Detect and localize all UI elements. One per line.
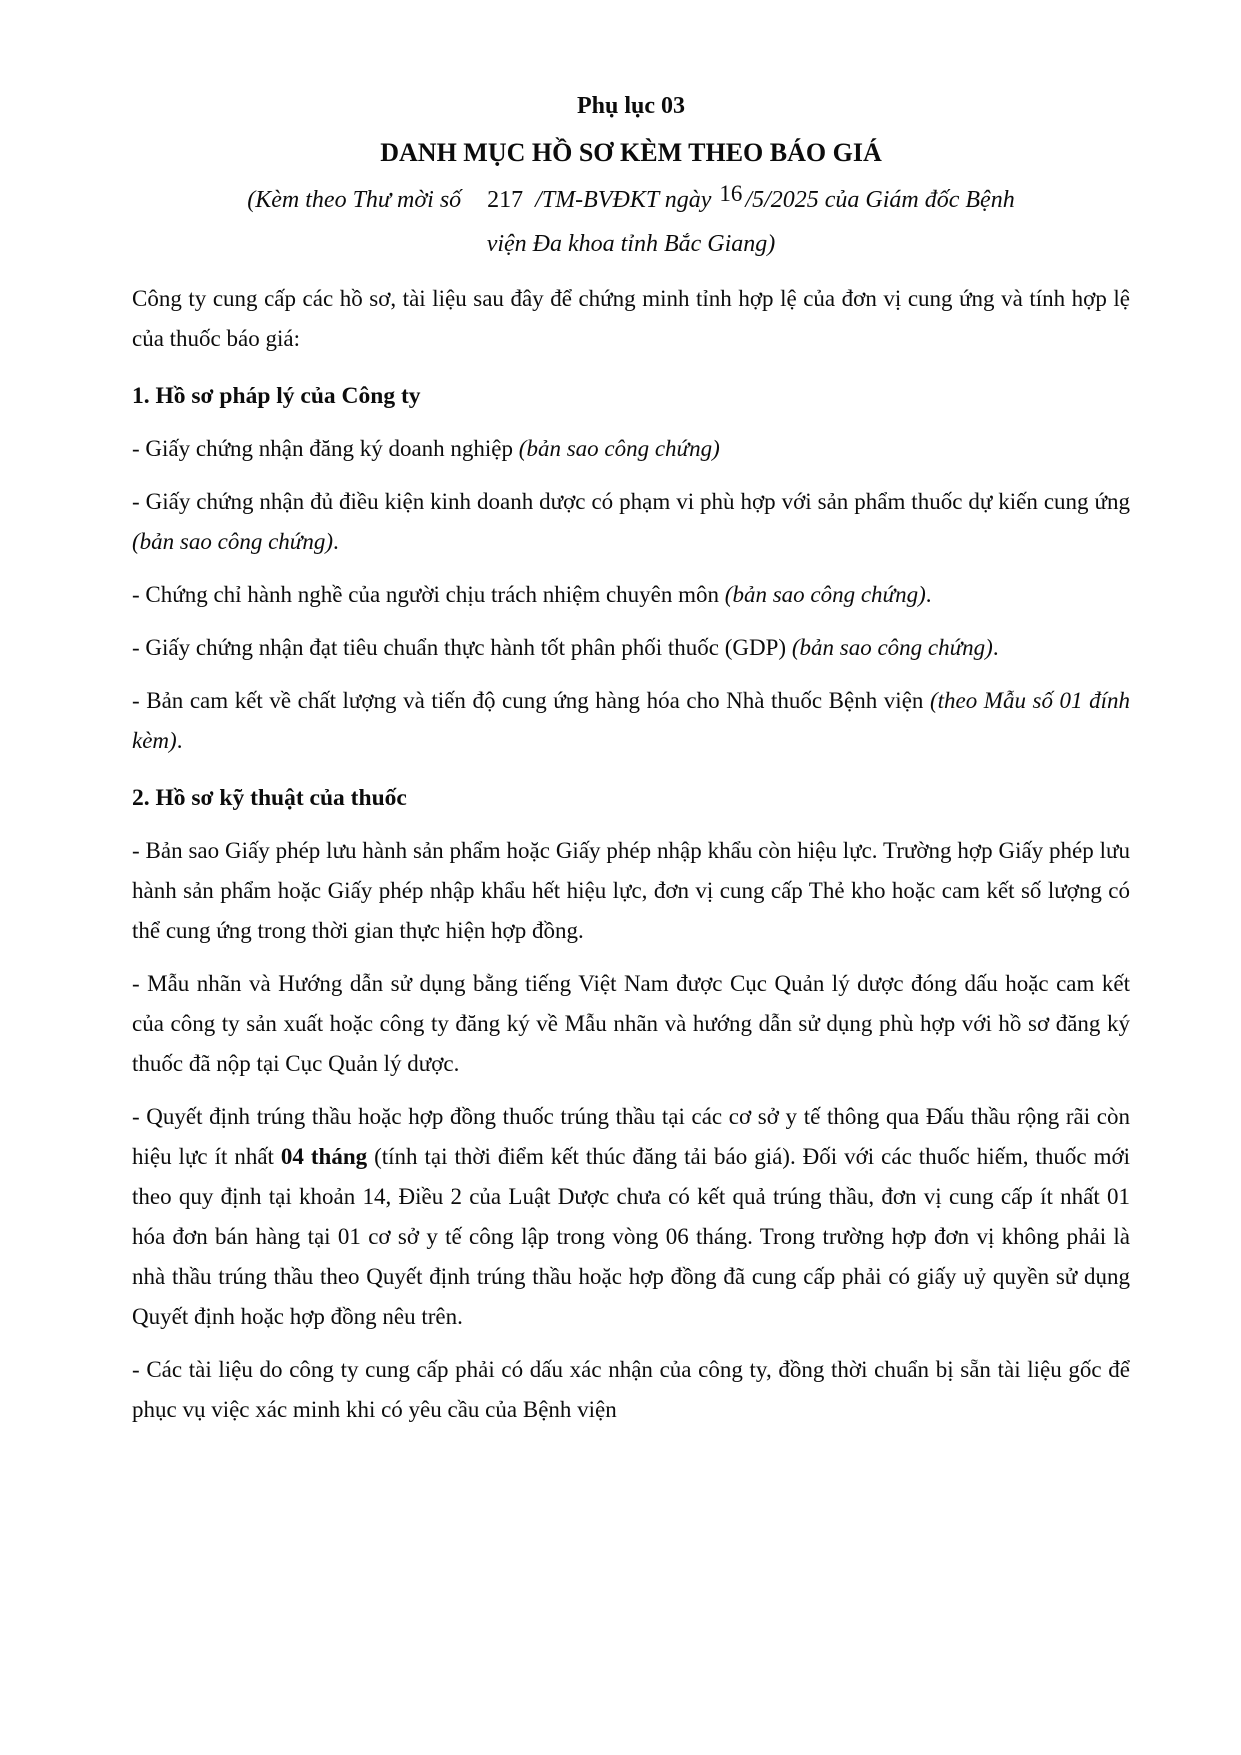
text-run: (theo Mẫu số 01 đính kèm): [132, 688, 1130, 753]
text-run: - Giấy chứng nhận đủ điều kiện kinh doanh dược có phạm vi phù hợp với sản phẩm thuốc dự kiến cung ứng: [132, 489, 1130, 514]
text-run: - Bản cam kết về chất lượng và tiến độ cung ứng hàng hóa cho Nhà thuốc Bệnh viện: [132, 688, 930, 713]
list-item-paragraph: [132, 831, 1130, 951]
document-subtitle: [132, 178, 1130, 266]
text-run: - Giấy chứng nhận đăng ký doanh nghiệp: [132, 436, 519, 461]
text-run: (bản sao công chứng): [724, 582, 926, 607]
text-run: .: [332, 529, 339, 554]
list-item-paragraph: [132, 681, 1130, 761]
subtitle-separator: /TM-BVĐKT ngày: [535, 187, 712, 213]
page-title: DANH MỤC HỒ SƠ KÈM THEO BÁO GIÁ: [380, 138, 882, 167]
text-run: .: [176, 728, 183, 753]
letter-day-value: 16: [719, 181, 743, 206]
appendix-label: Phụ lục 03: [576, 93, 686, 119]
text-run: (bản sao công chứng): [132, 529, 333, 554]
sections-container: [132, 376, 1130, 1430]
section-heading: 2. Hồ sơ kỹ thuật của thuốc: [132, 785, 407, 811]
list-item-paragraph: [132, 628, 1130, 668]
list-item-paragraph: [132, 482, 1130, 562]
list-item-paragraph: [132, 1350, 1130, 1430]
text-run: - Chứng chỉ hành nghề của người chịu trách nhiệm chuyên môn: [132, 582, 725, 607]
list-item-paragraph: [132, 429, 1130, 469]
list-item-paragraph: [132, 964, 1130, 1084]
document-header: [132, 90, 1130, 266]
text-run: - Mẫu nhãn và Hướng dẫn sử dụng bằng tiếng Việt Nam được Cục Quản lý dược đóng dấu hoặc cam kết của công ty sản xuất hoặc công ty đăng ký về Mẫu nhãn và hướng dẫn sử dụng phù hợp với hồ sơ đăng ký thuốc đã nộp tại Cục Quản lý dược.: [132, 971, 1130, 1076]
text-run: .: [925, 582, 932, 607]
subtitle-date-rest: /5/2025 của Giám đốc Bệnh: [745, 187, 1015, 213]
text-run: (bản sao công chứng): [791, 635, 993, 660]
text-run: .: [992, 635, 999, 660]
letter-number-value: 217: [487, 187, 524, 213]
text-run: (tính tại thời điểm kết thúc đăng tải báo giá). Đối với các thuốc hiếm, thuốc mới theo quy định tại khoản 14, Điều 2 của Luật Dược chưa có kết quả trúng thầu, đơn vị cung cấp ít nhất 01 hóa đơn bán hàng tại 01 cơ sở y tế công lập trong vòng 06 tháng. Trong trường hợp đơn vị không phải là nhà thầu trúng thầu theo Quyết định trúng thầu hoặc hợp đồng đã cung cấp phải có giấy uỷ quyền sử dụng Quyết định hoặc hợp đồng nêu trên.: [132, 1144, 1131, 1329]
text-run: - Quyết định trúng thầu hoặc hợp đồng thuốc trúng thầu tại các cơ sở y tế thông qua Đấu thầu rộng rãi còn hiệu lực ít nhất: [132, 1104, 1130, 1169]
section-heading: 1. Hồ sơ pháp lý của Công ty: [132, 383, 421, 409]
subtitle-line2: viện Đa khoa tỉnh Bắc Giang): [486, 231, 776, 257]
intro-paragraph: Công ty cung cấp các hồ sơ, tài liệu sau đây để chứng minh tỉnh hợp lệ của đơn vị cung ứng và tính hợp lệ của thuốc báo giá:: [132, 286, 1130, 351]
text-run: (bản sao công chứng): [518, 436, 720, 461]
text-run: - Bản sao Giấy phép lưu hành sản phẩm hoặc Giấy phép nhập khẩu còn hiệu lực. Trường hợp Giấy phép lưu hành sản phẩm hoặc Giấy phép nhập khẩu hết hiệu lực, đơn vị cung cấp Thẻ kho hoặc cam kết số lượng có thể cung ứng trong thời gian thực hiện hợp đồng.: [132, 838, 1130, 943]
text-run: - Các tài liệu do công ty cung cấp phải có dấu xác nhận của công ty, đồng thời chuẩn bị sẵn tài liệu gốc để phục vụ việc xác minh khi có yêu cầu của Bệnh viện: [132, 1357, 1130, 1422]
list-item-paragraph: [132, 1097, 1130, 1337]
list-item-paragraph: [132, 575, 1130, 615]
subtitle-prefix: (Kèm theo Thư mời số: [247, 187, 462, 213]
text-run: 04 tháng: [280, 1144, 368, 1169]
text-run: - Giấy chứng nhận đạt tiêu chuẩn thực hành tốt phân phối thuốc (GDP): [132, 635, 792, 660]
